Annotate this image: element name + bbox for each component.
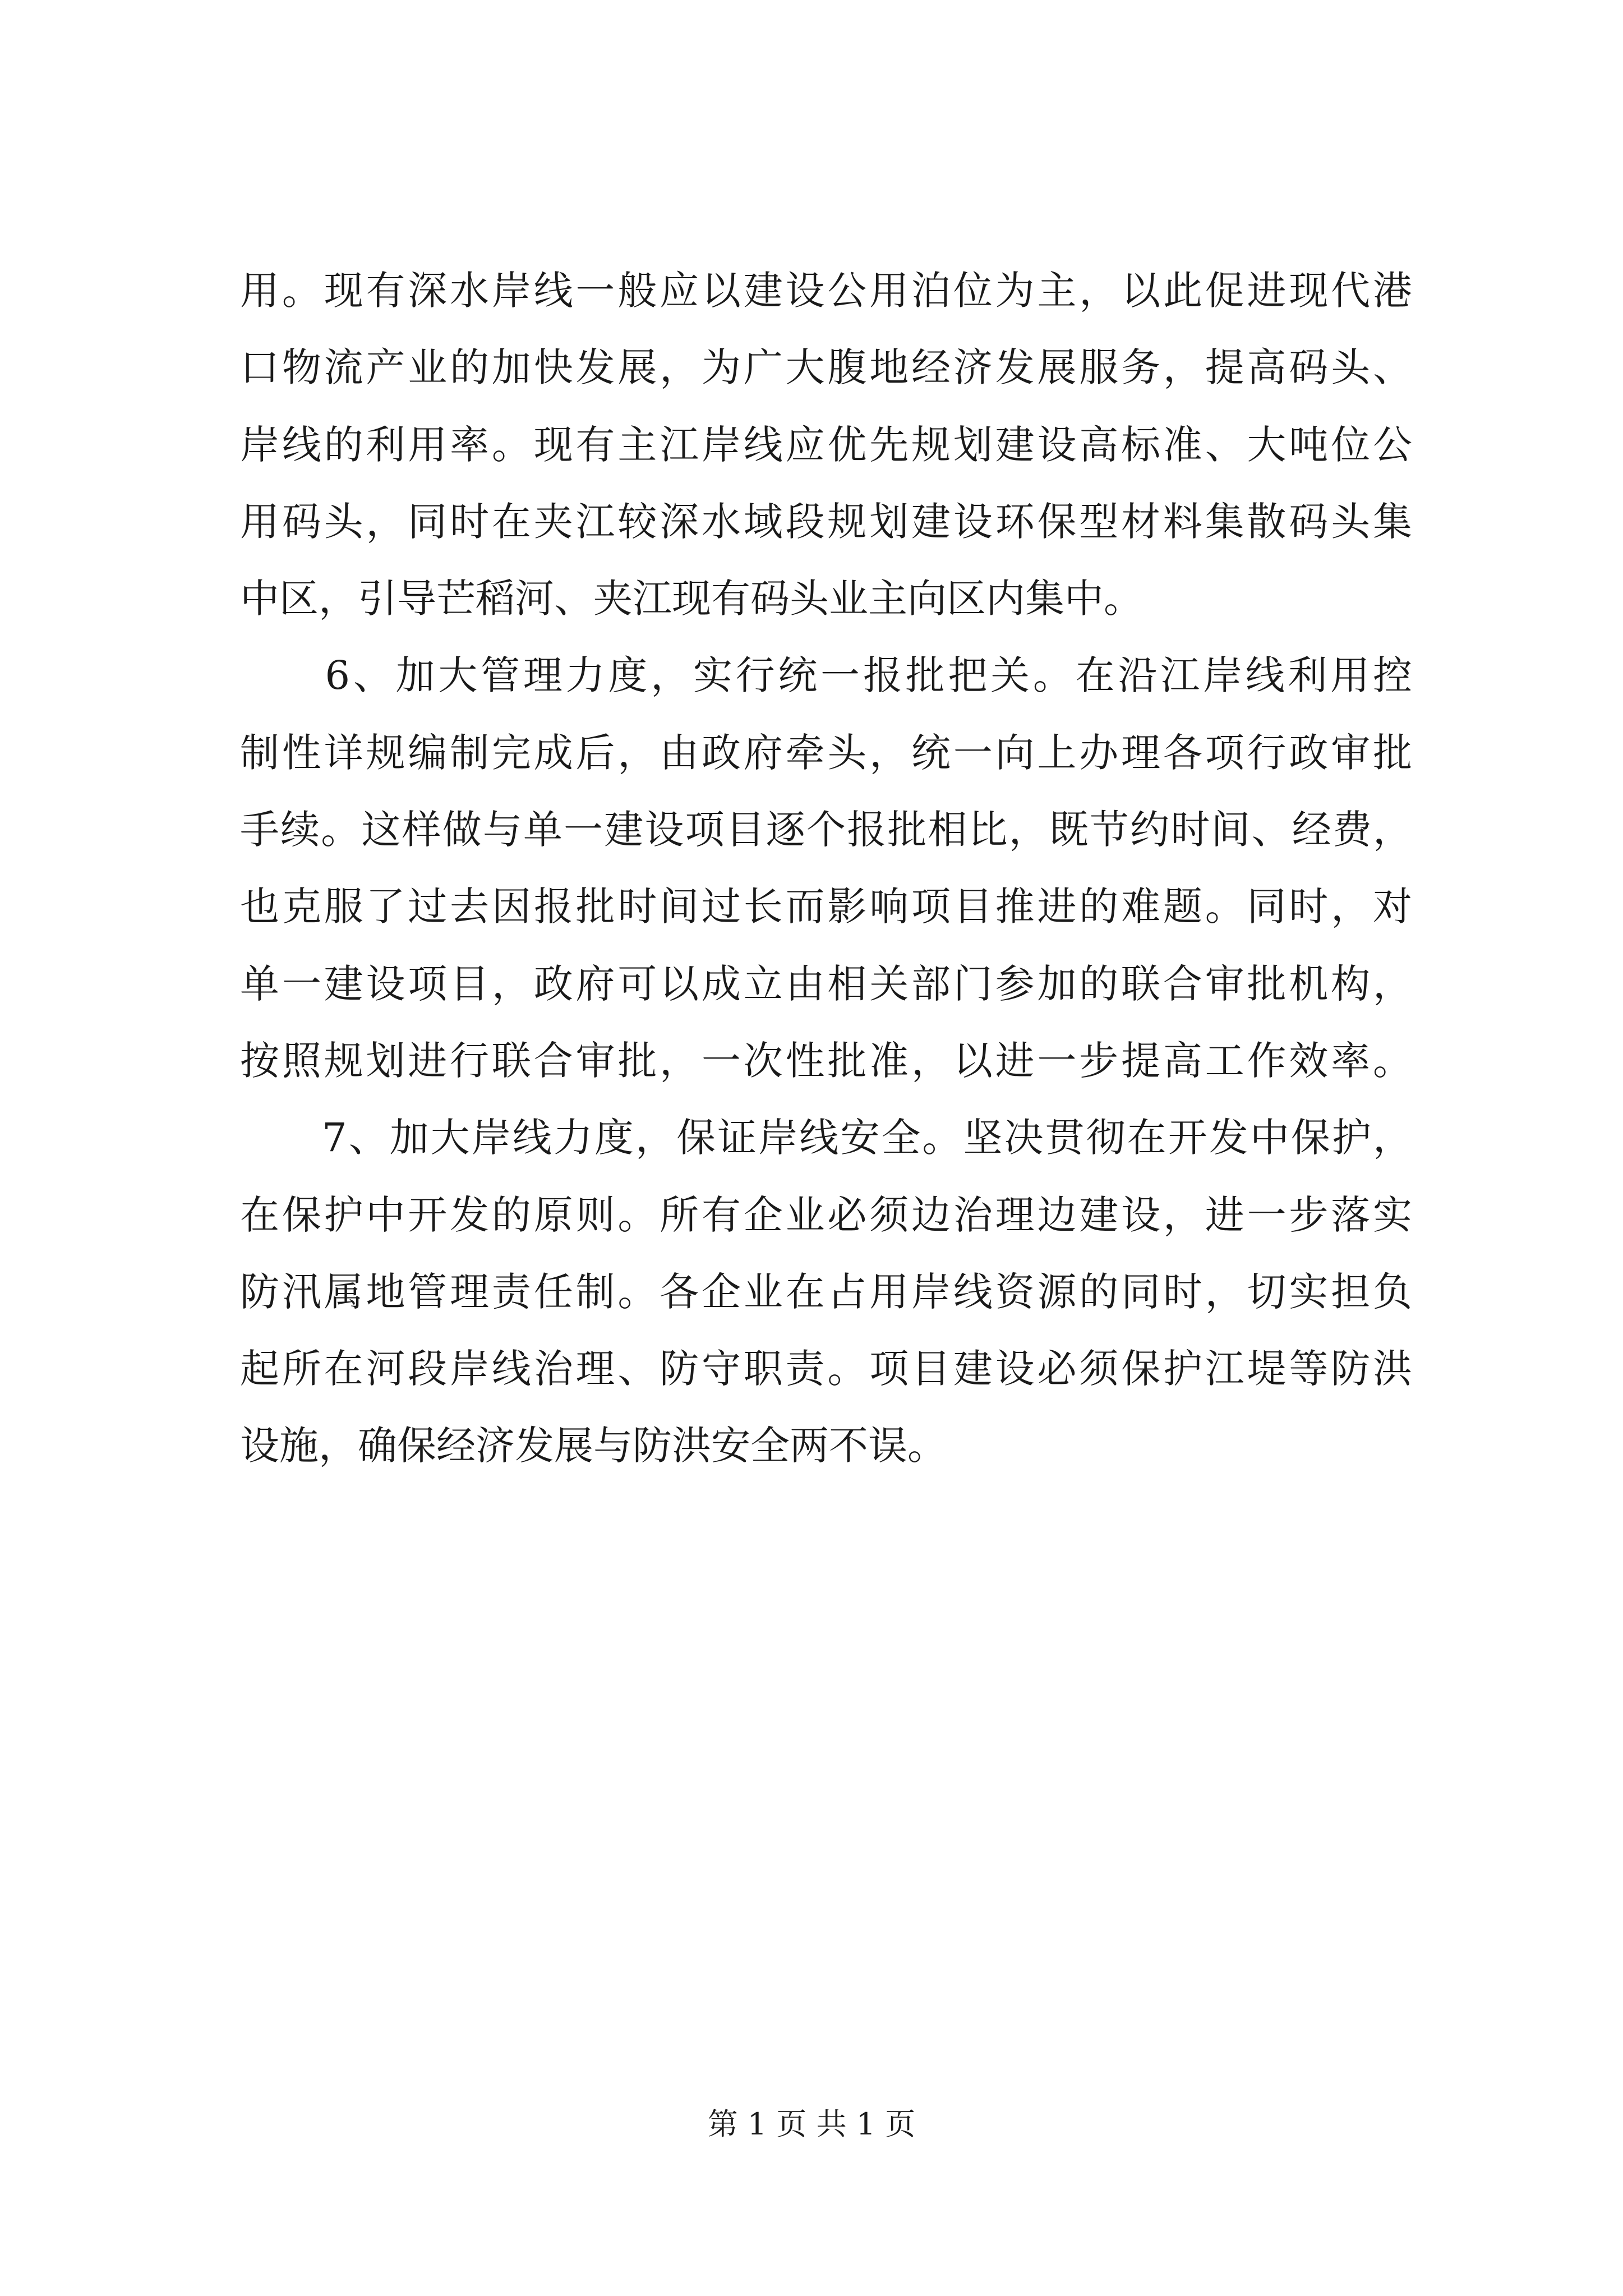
text-line: 7、加大岸线力度，保证岸线安全。坚决贯彻在开发中保护， [240, 1115, 1412, 1161]
text-line: 用码头，同时在夹江较深水域段规划建设环保型材料集散码头集 [240, 498, 1412, 545]
text-line: 单一建设项目，政府可以成立由相关部门参加的联合审批机构， [240, 960, 1412, 1007]
text-line: 设施，确保经济发展与防洪安全两不误。 [240, 1423, 947, 1469]
body-text [240, 264, 1412, 1496]
text-line: 起所在河段岸线治理、防守职责。项目建设必须保护江堤等防洪 [240, 1346, 1412, 1392]
text-line: 按照规划进行联合审批，一次性批准，以进一步提高工作效率。 [240, 1037, 1412, 1084]
text-line: 中区，引导芒稻河、夹江现有码头业主向区内集中。 [240, 576, 1143, 622]
text-line: 口物流产业的加快发展，为广大腹地经济发展服务，提高码头、 [240, 344, 1412, 391]
page-number-footer: 第 1 页 共 1 页 [707, 2106, 916, 2142]
text-line: 6、加大管理力度，实行统一报批把关。在沿江岸线利用控 [240, 652, 1412, 699]
text-line: 制性详规编制完成后，由政府牵头，统一向上办理各项行政审批 [240, 729, 1412, 776]
text-line: 岸线的利用率。现有主江岸线应优先规划建设高标准、大吨位公 [240, 421, 1412, 468]
text-line: 在保护中开发的原则。所有企业必须边治理边建设，进一步落实 [240, 1191, 1412, 1238]
text-line: 也克服了过去因报批时间过长而影响项目推进的难题。同时，对 [240, 884, 1412, 930]
text-line: 用。现有深水岸线一般应以建设公用泊位为主，以此促进现代港 [240, 268, 1412, 314]
text-line: 手续。这样做与单一建设项目逐个报批相比，既节约时间、经费， [240, 807, 1412, 853]
text-line: 防汛属地管理责任制。各企业在占用岸线资源的同时，切实担负 [240, 1268, 1412, 1315]
